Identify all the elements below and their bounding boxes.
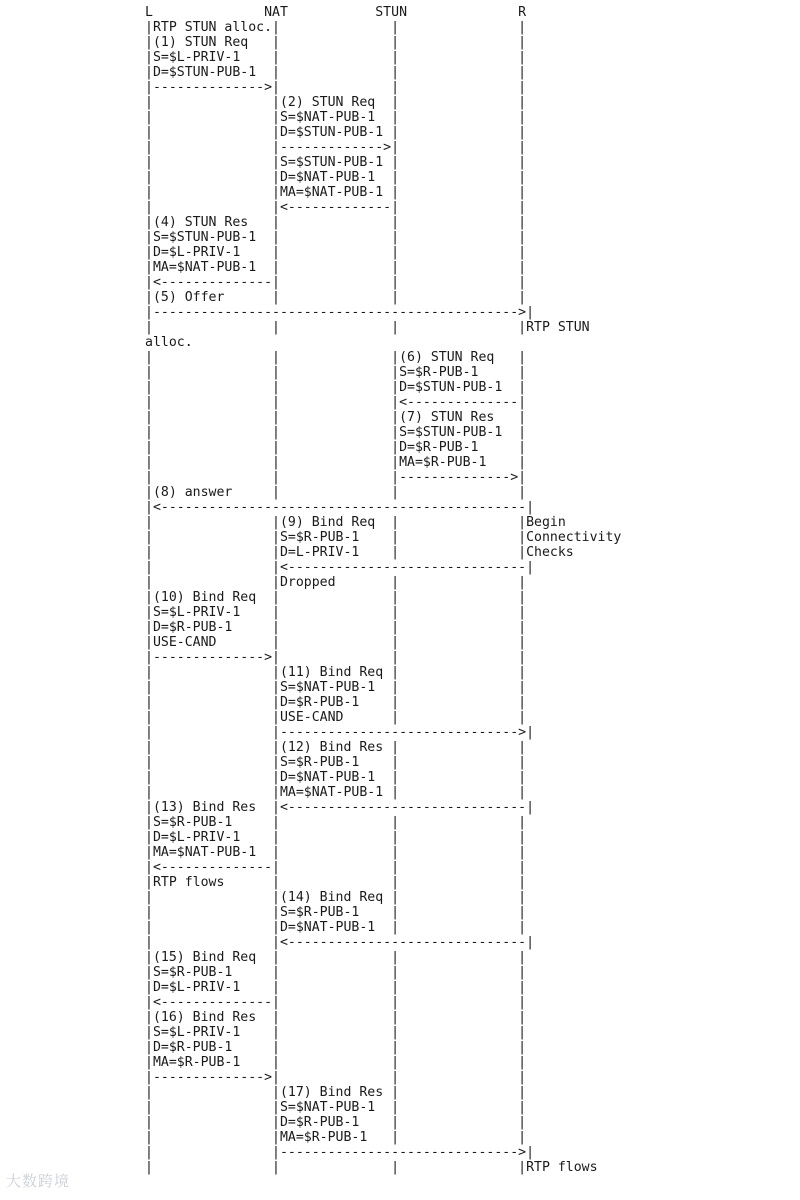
diagram-row <box>145 725 621 740</box>
diagram-row <box>145 545 621 560</box>
diagram-row-text: | |------------------------------>| <box>145 725 535 740</box>
diagram-row-text: | |D=$NAT-PUB-1 | | <box>145 170 527 185</box>
diagram-row <box>145 920 621 935</box>
watermark-logo: 大数跨境 <box>6 1172 71 1190</box>
diagram-row <box>145 1100 621 1115</box>
diagram-row <box>145 575 621 590</box>
diagram-row-text: | |MA=$NAT-PUB-1 | | <box>145 785 527 800</box>
diagram-row <box>145 1115 621 1130</box>
diagram-row <box>145 1070 621 1085</box>
diagram-row <box>145 935 621 950</box>
participant-header <box>145 5 621 20</box>
diagram-row <box>145 125 621 140</box>
diagram-row <box>145 20 621 35</box>
diagram-row <box>145 440 621 455</box>
diagram-row <box>145 155 621 170</box>
diagram-row-text: |MA=$NAT-PUB-1 | | | <box>145 845 527 860</box>
diagram-row <box>145 410 621 425</box>
diagram-row-text: |<----------------------------------------------| <box>145 500 535 515</box>
diagram-row-text: | |<------------------------------| <box>145 935 535 950</box>
diagram-row-text: | | |D=$STUN-PUB-1 | <box>145 380 527 395</box>
diagram-row <box>145 770 621 785</box>
diagram-row-text: | | |-------------->| <box>145 470 527 485</box>
diagram-row-text: | |(2) STUN Req | | <box>145 95 527 110</box>
diagram-row-text: |D=$STUN-PUB-1 | | | <box>145 65 527 80</box>
diagram-row <box>145 1145 621 1160</box>
diagram-row-text: | |S=$NAT-PUB-1 | | <box>145 680 527 695</box>
diagram-row <box>145 230 621 245</box>
diagram-row <box>145 995 621 1010</box>
diagram-row-text: | |(14) Bind Req | | <box>145 890 527 905</box>
diagram-row-text: |S=$L-PRIV-1 | | | <box>145 1025 527 1040</box>
diagram-row-text: |<--------------| | | <box>145 995 527 1010</box>
diagram-row-text: | |D=L-PRIV-1 | |Checks <box>145 545 574 560</box>
diagram-row-text: | |<-------------| | <box>145 200 527 215</box>
diagram-row-text: | | |D=$R-PUB-1 | <box>145 440 527 455</box>
sequence-diagram <box>145 5 621 1175</box>
diagram-row <box>145 260 621 275</box>
diagram-row-text: | |S=$NAT-PUB-1 | | <box>145 1100 527 1115</box>
diagram-row <box>145 290 621 305</box>
diagram-row-text: | |(17) Bind Res | | <box>145 1085 527 1100</box>
diagram-row <box>145 35 621 50</box>
diagram-row-text: |USE-CAND | | | <box>145 635 527 650</box>
diagram-row-text: | | |<--------------| <box>145 395 527 410</box>
diagram-row-text: |D=$R-PUB-1 | | | <box>145 620 527 635</box>
diagram-row-text: |(5) Offer | | | <box>145 290 527 305</box>
diagram-row-text: | | | |RTP STUN <box>145 320 590 335</box>
diagram-row <box>145 335 621 350</box>
diagram-row <box>145 470 621 485</box>
diagram-row <box>145 560 621 575</box>
diagram-row-text: | |USE-CAND | | <box>145 710 527 725</box>
diagram-row <box>145 905 621 920</box>
diagram-row <box>145 485 621 500</box>
diagram-row-text: |-------------->| | | <box>145 80 527 95</box>
diagram-row-text: alloc. <box>145 335 193 350</box>
diagram-row-text: |S=$L-PRIV-1 | | | <box>145 50 527 65</box>
diagram-row <box>145 695 621 710</box>
diagram-row-text: | |D=$NAT-PUB-1 | | <box>145 920 527 935</box>
diagram-row <box>145 1160 621 1175</box>
diagram-row-text: | |D=$NAT-PUB-1 | | <box>145 770 527 785</box>
diagram-row <box>145 1055 621 1070</box>
diagram-row-text: |(4) STUN Res | | | <box>145 215 527 230</box>
diagram-row <box>145 605 621 620</box>
diagram-row <box>145 95 621 110</box>
diagram-row <box>145 875 621 890</box>
diagram-row-text: |(1) STUN Req | | | <box>145 35 527 50</box>
diagram-row <box>145 200 621 215</box>
diagram-row-text: | | |S=$STUN-PUB-1 | <box>145 425 527 440</box>
diagram-row-text: | |D=$R-PUB-1 | | <box>145 1115 527 1130</box>
diagram-row <box>145 590 621 605</box>
diagram-row-text: |S=$L-PRIV-1 | | | <box>145 605 527 620</box>
diagram-row-text: | |MA=$NAT-PUB-1 | | <box>145 185 527 200</box>
diagram-row-text: |S=$R-PUB-1 | | | <box>145 815 527 830</box>
diagram-row-text: |<--------------| | | <box>145 275 527 290</box>
diagram-row-text: |D=$R-PUB-1 | | | <box>145 1040 527 1055</box>
diagram-row <box>145 740 621 755</box>
diagram-row-text: | |<------------------------------| <box>145 560 535 575</box>
diagram-row-text: |(13) Bind Res |<------------------------------| <box>145 800 535 815</box>
diagram-row-text: | |S=$STUN-PUB-1 | | <box>145 155 527 170</box>
diagram-row-text: | |D=$STUN-PUB-1 | | <box>145 125 527 140</box>
diagram-row <box>145 365 621 380</box>
diagram-row-text: | |S=$R-PUB-1 | | <box>145 755 527 770</box>
diagram-row <box>145 1040 621 1055</box>
diagram-row <box>145 830 621 845</box>
diagram-row <box>145 65 621 80</box>
diagram-row-text: |D=$L-PRIV-1 | | | <box>145 980 527 995</box>
diagram-row-text: |---------------------------------------------->| <box>145 305 535 320</box>
diagram-row <box>145 425 621 440</box>
diagram-row <box>145 845 621 860</box>
diagram-row <box>145 635 621 650</box>
diagram-row-text: | | |MA=$R-PUB-1 | <box>145 455 527 470</box>
diagram-row <box>145 620 621 635</box>
diagram-row <box>145 800 621 815</box>
diagram-row <box>145 890 621 905</box>
diagram-row-text: | |MA=$R-PUB-1 | | <box>145 1130 527 1145</box>
diagram-row-text: | | |S=$R-PUB-1 | <box>145 365 527 380</box>
diagram-row <box>145 950 621 965</box>
diagram-row <box>145 320 621 335</box>
diagram-row-text: |(15) Bind Req | | | <box>145 950 527 965</box>
diagram-row-text: | |------------->| | <box>145 140 527 155</box>
diagram-row <box>145 785 621 800</box>
diagram-row-text: |<--------------| | | <box>145 860 527 875</box>
diagram-row <box>145 275 621 290</box>
diagram-row <box>145 455 621 470</box>
diagram-row <box>145 965 621 980</box>
diagram-row <box>145 185 621 200</box>
diagram-row <box>145 140 621 155</box>
diagram-row <box>145 500 621 515</box>
diagram-row-text: |D=$L-PRIV-1 | | | <box>145 245 527 260</box>
diagram-row <box>145 1025 621 1040</box>
diagram-row <box>145 980 621 995</box>
diagram-row-text: | | |(7) STUN Res | <box>145 410 527 425</box>
diagram-row <box>145 1130 621 1145</box>
diagram-row <box>145 515 621 530</box>
diagram-row <box>145 1085 621 1100</box>
diagram-row <box>145 1010 621 1025</box>
diagram-row-text: |-------------->| | | <box>145 1070 527 1085</box>
diagram-row-text: |(8) answer | | | <box>145 485 527 500</box>
diagram-row <box>145 650 621 665</box>
diagram-row <box>145 110 621 125</box>
diagram-row <box>145 680 621 695</box>
diagram-row-text: |(16) Bind Res | | | <box>145 1010 527 1025</box>
diagram-row <box>145 710 621 725</box>
diagram-row-text: | |(9) Bind Req | |Begin <box>145 515 566 530</box>
diagram-row <box>145 245 621 260</box>
diagram-row-text: |MA=$NAT-PUB-1 | | | <box>145 260 527 275</box>
diagram-row-text: |(10) Bind Req | | | <box>145 590 527 605</box>
diagram-row-text: | |D=$R-PUB-1 | | <box>145 695 527 710</box>
diagram-row <box>145 170 621 185</box>
diagram-row <box>145 815 621 830</box>
diagram-row <box>145 755 621 770</box>
diagram-row-text: | |(12) Bind Res | | <box>145 740 527 755</box>
diagram-row-text: |RTP flows | | | <box>145 875 527 890</box>
diagram-row-text: |S=$R-PUB-1 | | | <box>145 965 527 980</box>
diagram-row-text: | |S=$R-PUB-1 | | <box>145 905 527 920</box>
diagram-row-text: |D=$L-PRIV-1 | | | <box>145 830 527 845</box>
diagram-row <box>145 305 621 320</box>
diagram-row <box>145 80 621 95</box>
diagram-row-text: | | |(6) STUN Req | <box>145 350 527 365</box>
diagram-row <box>145 530 621 545</box>
diagram-row-text: | |------------------------------>| <box>145 1145 535 1160</box>
diagram-row <box>145 395 621 410</box>
diagram-row <box>145 380 621 395</box>
diagram-row-text: |MA=$R-PUB-1 | | | <box>145 1055 527 1070</box>
diagram-row <box>145 350 621 365</box>
diagram-row <box>145 665 621 680</box>
diagram-row <box>145 215 621 230</box>
diagram-row <box>145 860 621 875</box>
diagram-row-text: |-------------->| | | <box>145 650 527 665</box>
diagram-row-text: | |Dropped | | <box>145 575 527 590</box>
diagram-row-text: L NAT STUN R <box>145 5 527 20</box>
diagram-row-text: | |S=$NAT-PUB-1 | | <box>145 110 527 125</box>
diagram-row-text: |RTP STUN alloc.| | | <box>145 20 527 35</box>
diagram-row-text: | |S=$R-PUB-1 | |Connectivity <box>145 530 622 545</box>
diagram-row <box>145 50 621 65</box>
diagram-row-text: | | | |RTP flows <box>145 1160 598 1175</box>
diagram-row-text: |S=$STUN-PUB-1 | | | <box>145 230 527 245</box>
diagram-row-text: | |(11) Bind Req | | <box>145 665 527 680</box>
